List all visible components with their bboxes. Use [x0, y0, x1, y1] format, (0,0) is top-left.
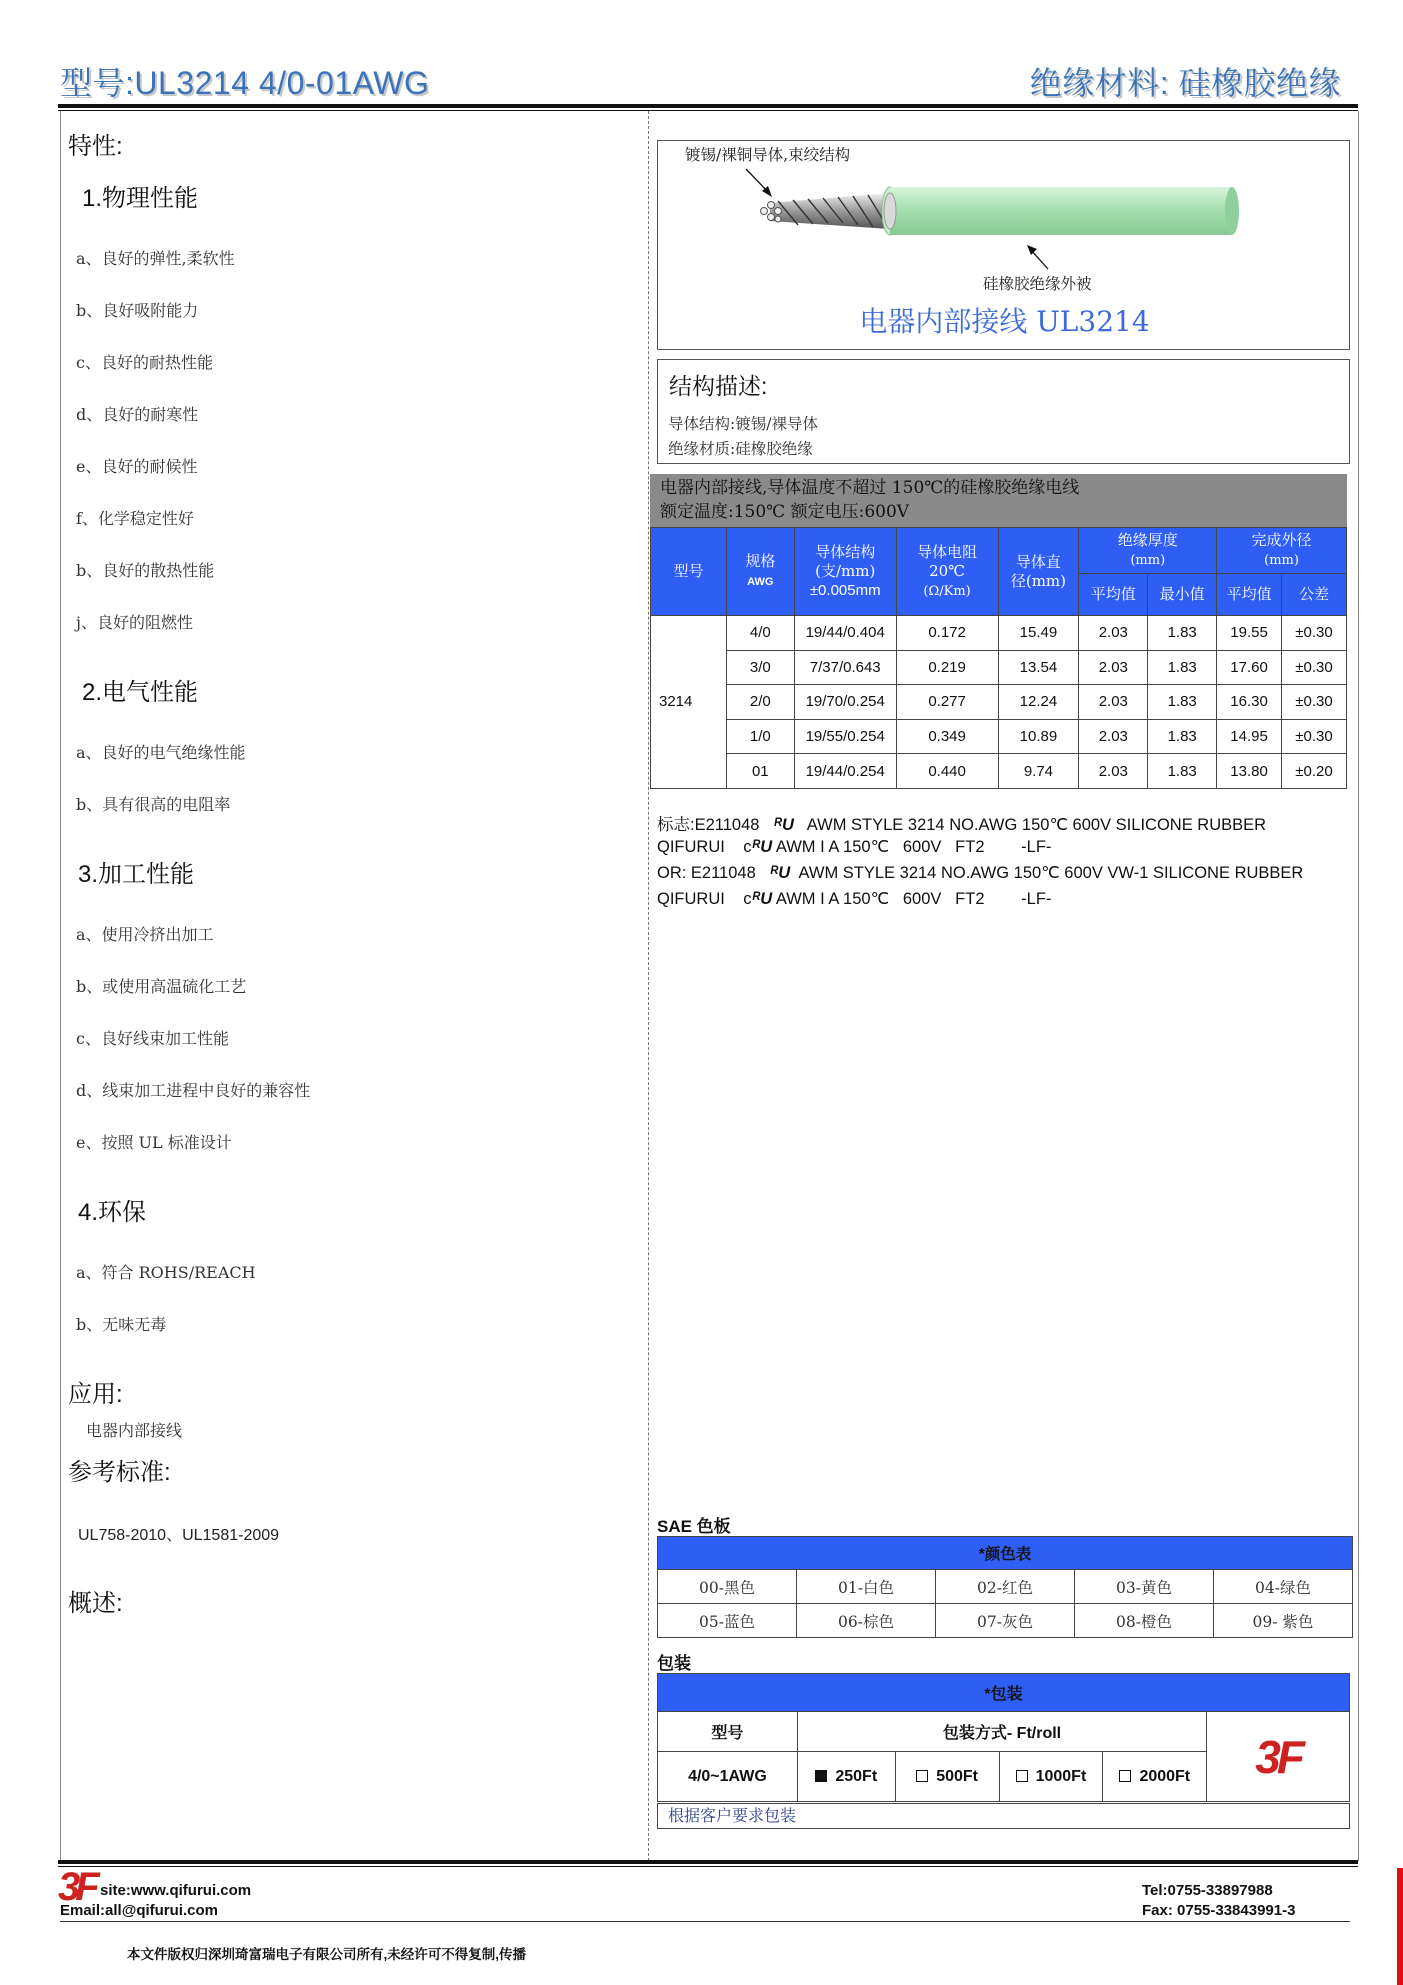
application-text: 电器内部接线: [86, 1421, 183, 1440]
list-item: b、或使用高温硫化工艺: [76, 977, 247, 996]
table-cell: ±0.30: [1282, 616, 1347, 651]
table-cell: 2/0: [726, 685, 794, 720]
table-cell: 2.03: [1079, 754, 1148, 789]
table-cell: 12.24: [998, 685, 1079, 720]
edge-accent-bar: [1397, 1868, 1403, 1985]
table-cell: 2.03: [1079, 650, 1148, 685]
footer-fax: Fax: 0755-33843991-3: [1142, 1902, 1296, 1919]
rating-description: 电器内部接线,导体温度不超过 150℃的硅橡胶绝缘电线: [660, 478, 1080, 498]
table-row: [651, 650, 1347, 685]
packaging-option[interactable]: 2000Ft: [1103, 1752, 1207, 1802]
overview-title: 概述:: [68, 1590, 123, 1617]
table-cell: 4/0: [726, 616, 794, 651]
table-cell: 19/55/0.254: [794, 719, 896, 754]
table-cell: 19/44/0.404: [794, 616, 896, 651]
structure-description-box: [657, 359, 1350, 464]
table-cell: 2.03: [1079, 685, 1148, 720]
col-od-avg: 平均值: [1217, 574, 1282, 616]
rating-values: 额定温度:150℃ 额定电压:600V: [660, 502, 910, 522]
color-cell: 07-灰色: [936, 1604, 1075, 1638]
marking-line-4: QIFURUI cᴿU AWM I A 150℃ 600V FT2 -LF-: [657, 890, 1052, 908]
list-item: b、良好吸附能力: [76, 301, 199, 320]
color-cell: 08-橙色: [1075, 1604, 1214, 1638]
checkbox-icon[interactable]: [1016, 1770, 1028, 1782]
list-item: b、良好的散热性能: [76, 561, 215, 580]
col-resistance: 导体电阻 20℃ (Ω/Km): [896, 528, 998, 616]
checkbox-icon[interactable]: [916, 1770, 928, 1782]
silicone-jacket: [882, 187, 1239, 235]
list-item: f、化学稳定性好: [76, 509, 194, 528]
table-cell: 1.83: [1148, 719, 1217, 754]
jacket-label: 硅橡胶绝缘外被: [983, 275, 1092, 293]
col-od-tol: 公差: [1282, 574, 1347, 616]
table-cell: ±0.30: [1282, 719, 1347, 754]
table-cell: 2.03: [1079, 719, 1148, 754]
footer-email[interactable]: Email:all@qifurui.com: [60, 1902, 218, 1919]
list-item: c、良好线束加工性能: [76, 1029, 229, 1048]
packaging-option[interactable]: 1000Ft: [999, 1752, 1103, 1802]
color-cell: 02-红色: [936, 1570, 1075, 1604]
spec-table: [650, 527, 1347, 789]
col-ins-avg: 平均值: [1079, 574, 1148, 616]
table-cell: 13.80: [1217, 754, 1282, 789]
table-cell: 19/44/0.254: [794, 754, 896, 789]
col-model: 型号: [651, 528, 727, 616]
table-cell: 0.219: [896, 650, 998, 685]
table-row: [651, 616, 1347, 651]
jacket-arrowhead: [1027, 245, 1037, 255]
list-item: d、线束加工进程中良好的兼容性: [76, 1081, 311, 1100]
table-cell: 1.83: [1148, 616, 1217, 651]
table-cell: 10.89: [998, 719, 1079, 754]
application-title: 应用:: [68, 1381, 123, 1408]
table-cell: 0.172: [896, 616, 998, 651]
conductor-strands: [761, 193, 891, 229]
table-cell: 19/70/0.254: [794, 685, 896, 720]
section-title-physical: 1.物理性能: [82, 185, 199, 212]
table-row: [651, 719, 1347, 754]
table-cell: 2.03: [1079, 616, 1148, 651]
conductor-label: 镀锡/裸铜导体,束绞结构: [685, 146, 851, 164]
packaging-option[interactable]: 250Ft: [797, 1752, 895, 1802]
list-item: c、良好的耐热性能: [76, 353, 213, 372]
col-insulation-thickness: 绝缘厚度 (mm): [1079, 528, 1217, 574]
packaging-table-header: *包装: [658, 1674, 1350, 1712]
color-table-header: *颜色表: [658, 1537, 1353, 1570]
table-cell: 1.83: [1148, 685, 1217, 720]
structure-insulation: 绝缘材质:硅橡胶绝缘: [668, 440, 813, 458]
footer-rule-thick: [58, 1860, 1358, 1864]
section-title-processing: 3.加工性能: [78, 861, 195, 888]
list-item: d、良好的耐寒性: [76, 405, 199, 424]
list-item: a、使用冷挤出加工: [76, 925, 214, 944]
footer-tel: Tel:0755-33897988: [1142, 1882, 1273, 1899]
table-cell: 16.30: [1217, 685, 1282, 720]
color-cell: 00-黑色: [658, 1570, 797, 1604]
standard-title: 参考标准:: [68, 1459, 171, 1486]
color-chart-title: SAE 色板: [657, 1517, 731, 1536]
packaging-model: 4/0~1AWG: [658, 1752, 798, 1802]
table-cell: 9.74: [998, 754, 1079, 789]
footer-copyright: 本文件版权归深圳琦富瑞电子有限公司所有,未经许可不得复制,传播: [127, 1947, 527, 1962]
list-item: j、良好的阻燃性: [76, 613, 193, 632]
table-cell: 1.83: [1148, 650, 1217, 685]
list-item: e、良好的耐候性: [76, 457, 198, 476]
structure-conductor: 导体结构:镀锡/裸导体: [668, 415, 818, 433]
table-cell: 01: [726, 754, 794, 789]
marking-line-3: OR: E211048 ᴿU AWM STYLE 3214 NO.AWG 150℃ 600V VW-1 SILICONE RUBBER: [657, 864, 1304, 882]
cul-mark-icon: ᴿU: [751, 838, 773, 856]
table-cell: 0.277: [896, 685, 998, 720]
packaging-table: [657, 1673, 1350, 1802]
model-cell: 3214: [651, 616, 727, 789]
characteristics-title: 特性:: [68, 133, 123, 160]
table-cell: 3/0: [726, 650, 794, 685]
table-cell: 17.60: [1217, 650, 1282, 685]
header-rule-thick: [58, 104, 1358, 108]
insulation-material-title: 绝缘材料: 硅橡胶绝缘: [1029, 65, 1341, 101]
table-cell: 0.440: [896, 754, 998, 789]
table-cell: 15.49: [998, 616, 1079, 651]
col-finished-od: 完成外径 (mm): [1217, 528, 1347, 574]
section-title-electrical: 2.电气性能: [82, 679, 199, 706]
packaging-title: 包装: [657, 1654, 691, 1673]
spec-table-body: [651, 616, 1347, 789]
cul-mark-icon: ᴿU: [751, 890, 773, 908]
table-row: [651, 754, 1347, 789]
ul-mark-icon: ᴿU: [769, 864, 791, 882]
col-size: 规格 AWG: [726, 528, 794, 616]
list-item: a、良好的电气绝缘性能: [76, 743, 246, 762]
col-diameter: 导体直 径(mm): [998, 528, 1079, 616]
color-cell: 03-黄色: [1075, 1570, 1214, 1604]
table-cell: 1.83: [1148, 754, 1217, 789]
color-cell: 05-蓝色: [658, 1604, 797, 1638]
structure-title: 结构描述:: [669, 373, 768, 399]
table-cell: 14.95: [1217, 719, 1282, 754]
table-cell: ±0.30: [1282, 650, 1347, 685]
list-item: b、无味无毒: [76, 1315, 167, 1334]
table-cell: ±0.20: [1282, 754, 1347, 789]
table-cell: 19.55: [1217, 616, 1282, 651]
standard-text: UL758-2010、UL1581-2009: [78, 1527, 280, 1544]
list-item: e、按照 UL 标准设计: [76, 1133, 232, 1152]
marking-line-1: 标志:E211048 ᴿU AWM STYLE 3214 NO.AWG 150℃ 600V SILICONE RUBBER: [657, 816, 1267, 834]
list-item: a、符合 ROHS/REACH: [76, 1263, 256, 1282]
color-cell: 04-绿色: [1214, 1570, 1353, 1604]
col-conductor-structure: 导体结构 (支/mm) ±0.005mm: [794, 528, 896, 616]
list-item: b、具有很高的电阻率: [76, 795, 231, 814]
model-title: 型号:UL3214 4/0-01AWG: [60, 65, 430, 101]
wire-caption: 电器内部接线 UL3214: [859, 305, 1150, 338]
table-cell: 1/0: [726, 719, 794, 754]
table-cell: 7/37/0.643: [794, 650, 896, 685]
packaging-col-model: 型号: [658, 1712, 798, 1752]
section-title-environment: 4.环保: [78, 1199, 147, 1226]
col-ins-min: 最小值: [1148, 574, 1217, 616]
table-cell: 0.349: [896, 719, 998, 754]
checkbox-checked-icon[interactable]: [815, 1770, 827, 1782]
color-cell: 01-白色: [797, 1570, 936, 1604]
checkbox-icon[interactable]: [1119, 1770, 1131, 1782]
footer-site[interactable]: site:www.qifurui.com: [100, 1882, 252, 1899]
wire-illustration-box: [657, 140, 1350, 350]
packaging-col-method: 包装方式- Ft/roll: [797, 1712, 1206, 1752]
table-row: [651, 685, 1347, 720]
marking-line-2: QIFURUI cᴿU AWM I A 150℃ 600V FT2 -LF-: [657, 838, 1052, 856]
brand-logo: 3F: [1207, 1712, 1350, 1802]
rating-band: [650, 474, 1347, 527]
color-cell: 09- 紫色: [1214, 1604, 1353, 1638]
table-cell: 13.54: [998, 650, 1079, 685]
column-divider: [648, 111, 649, 1861]
footer-rule-thin: [58, 1866, 1358, 1867]
footer-bottom-rule: [60, 1921, 1350, 1922]
color-table: [657, 1536, 1353, 1638]
table-cell: ±0.30: [1282, 685, 1347, 720]
list-item: a、良好的弹性,柔软性: [76, 249, 235, 268]
color-cell: 06-棕色: [797, 1604, 936, 1638]
packaging-option[interactable]: 500Ft: [895, 1752, 999, 1802]
footer-logo: 3F: [58, 1865, 95, 1909]
ul-mark-icon: ᴿU: [773, 816, 794, 834]
packaging-note: 根据客户要求包装: [657, 1803, 1350, 1829]
